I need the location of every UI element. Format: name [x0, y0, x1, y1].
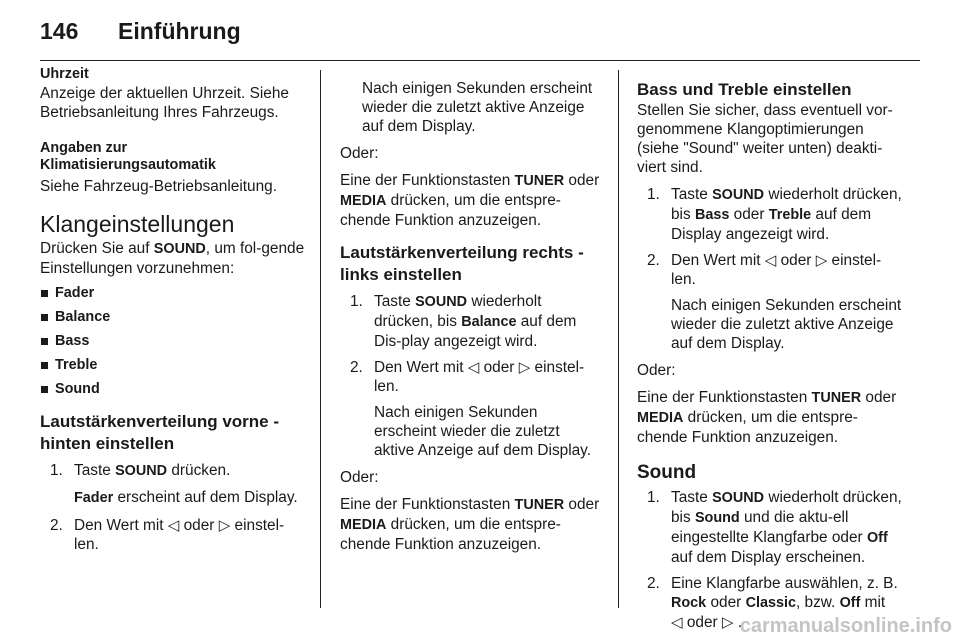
section-heading-bass-treble: Bass und Treble einstellen — [637, 80, 852, 99]
paragraph: Eine der Funktionstasten TUNER oder MEDIA drücken, um die entspre-chende Funktion anzuzeigen. — [340, 496, 600, 553]
square-bullet-icon — [41, 290, 48, 297]
left-arrow-icon: ◁ — [467, 359, 480, 376]
step-continuation: Nach einigen Sekunden erscheint wieder die zuletzt aktive Anzeige auf dem Display. — [671, 297, 902, 352]
step-item: 1. Taste SOUND wiederholt drücken, bis Bass oder Treble auf dem Display angezeigt wird. — [647, 186, 902, 243]
right-arrow-icon: ▷ — [721, 614, 734, 631]
bullet-list — [40, 284, 308, 399]
step-item: 2. Den Wert mit ◁ oder ▷ einstel-len. — [350, 359, 585, 395]
list-item: Sound — [40, 380, 308, 399]
paragraph: Anzeige der aktuellen Uhrzeit. Siehe Betriebsanleitung Ihres Fahrzeugs. — [40, 85, 289, 121]
paragraph: Oder: — [637, 362, 676, 379]
list-item: Balance — [40, 308, 308, 327]
page-number: 146 — [40, 18, 79, 44]
section-heading-klangeinstellungen: Klangeinstellungen — [40, 211, 235, 237]
section-title-uhrzeit: Uhrzeit — [40, 66, 89, 82]
list-item: Treble — [40, 356, 308, 375]
column-divider — [320, 70, 321, 608]
right-arrow-icon: ▷ — [518, 359, 531, 376]
paragraph: Eine der Funktionstasten TUNER oder MEDIA drücken, um die entspre-chende Funktion anzuzeigen. — [637, 389, 897, 446]
page-header — [40, 14, 920, 61]
left-arrow-icon: ◁ — [167, 517, 180, 534]
paragraph: Siehe Fahrzeug-Betriebsanleitung. — [40, 178, 277, 195]
section-heading-vorne-hinten: Lautstärkenverteilung vorne - hinten einstellen — [40, 412, 280, 453]
square-bullet-icon — [41, 314, 48, 321]
square-bullet-icon — [41, 386, 48, 393]
square-bullet-icon — [41, 362, 48, 369]
column-1 — [40, 66, 308, 561]
paragraph: Eine der Funktionstasten TUNER oder MEDIA drücken, um die entspre-chende Funktion anzuzeigen. — [340, 172, 600, 229]
right-arrow-icon: ▷ — [218, 517, 231, 534]
page-title: Einführung — [118, 18, 241, 44]
section-title-klima: Angaben zur Klimatisierungsautomatik — [40, 140, 216, 173]
step-item: 1. Taste SOUND drücken. — [50, 462, 231, 479]
list-item: Fader — [40, 284, 308, 303]
paragraph: Stellen Sie sicher, dass eventuell vor-genommene Klangoptimierungen (siehe "Sound" weiter unten) deakti-viert sind. — [637, 102, 893, 176]
step-continuation: Nach einigen Sekunden erscheint wieder die zuletzt aktive Anzeige auf dem Display. — [362, 80, 593, 135]
list-item: Bass — [40, 332, 308, 351]
section-heading-rechts-links: Lautstärkenverteilung rechts - links einstellen — [340, 243, 584, 284]
column-3 — [637, 66, 905, 639]
step-item: 2. Den Wert mit ◁ oder ▷ einstel-len. — [647, 252, 882, 288]
section-heading-sound: Sound — [637, 462, 697, 483]
step-item: 2. Eine Klangfarbe auswählen, z. B. Rock oder Classic, bzw. Off mit ◁ oder ▷ . — [647, 575, 898, 631]
step-continuation: Fader erscheint auf dem Display. — [74, 489, 298, 506]
step-item: 1. Taste SOUND wiederholt drücken, bis Sound und die aktu-ell eingestellte Klangfarbe oder Off auf dem Display erscheinen. — [647, 489, 902, 566]
left-arrow-icon: ◁ — [764, 252, 777, 269]
paragraph: Oder: — [340, 469, 379, 486]
left-arrow-icon: ◁ — [671, 614, 683, 631]
right-arrow-icon: ▷ — [815, 252, 828, 269]
column-2 — [340, 66, 604, 562]
step-item: 1. Taste SOUND wiederholt drücken, bis Balance auf dem Dis-play angezeigt wird. — [350, 293, 577, 350]
watermark: carmanualsonline.info — [739, 615, 952, 637]
column-divider — [618, 70, 619, 608]
square-bullet-icon — [41, 338, 48, 345]
paragraph: Oder: — [340, 145, 379, 162]
step-continuation: Nach einigen Sekunden erscheint wieder die zuletzt aktive Anzeige auf dem Display. — [374, 404, 592, 459]
paragraph: Drücken Sie auf SOUND, um fol-gende Einstellungen vorzunehmen: — [40, 240, 305, 277]
step-item: 2. Den Wert mit ◁ oder ▷ einstel-len. — [50, 517, 285, 553]
